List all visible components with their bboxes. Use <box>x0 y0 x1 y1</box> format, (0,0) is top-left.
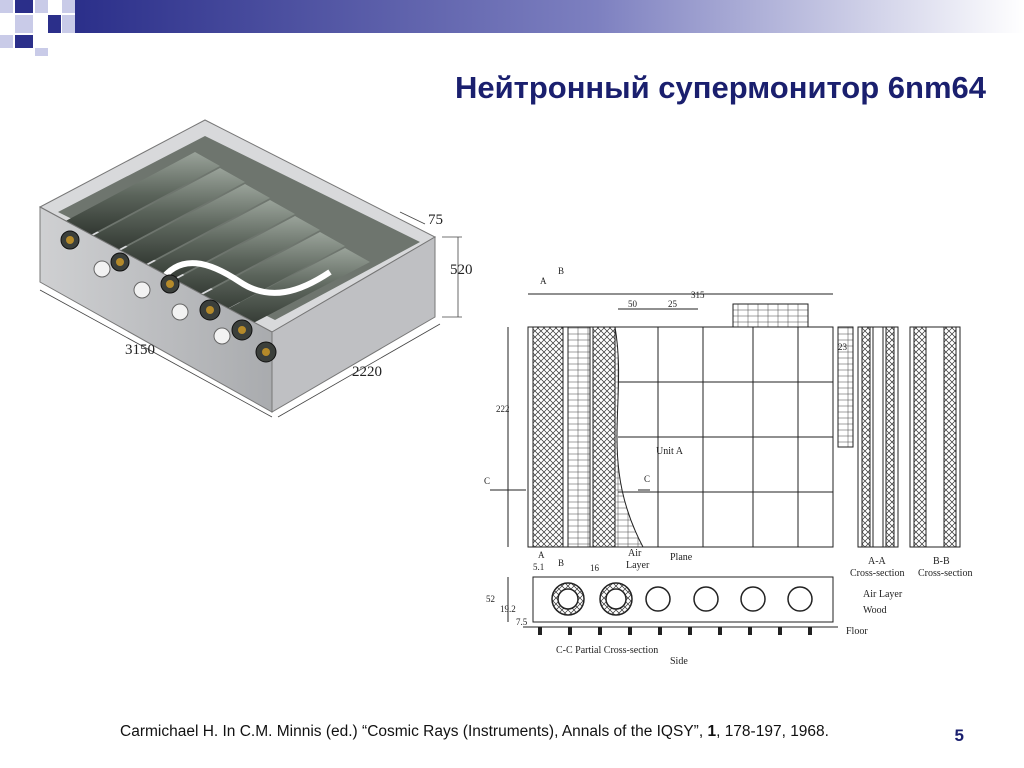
floor-supports <box>538 627 812 635</box>
dim-height-label: 520 <box>450 262 473 278</box>
label-cc-section: C-C Partial Cross-section <box>556 645 659 656</box>
label-b-bottom: B <box>558 558 565 568</box>
dim-7-5: 7.5 <box>516 617 528 627</box>
decor-square <box>0 35 13 48</box>
label-aa-2: Cross-section <box>850 568 905 579</box>
dim-23: 23 <box>838 342 847 352</box>
decor-square <box>15 35 33 48</box>
dim-16: 16 <box>590 563 599 573</box>
label-wood: Wood <box>863 605 887 616</box>
dim-50: 50 <box>628 299 637 309</box>
label-bb-2: Cross-section <box>918 568 973 579</box>
label-side: Side <box>670 656 688 667</box>
label-plane: Plane <box>670 552 693 563</box>
slide-title: Нейтронный супермонитор 6nm64 <box>454 70 986 105</box>
dim-25: 25 <box>668 299 677 309</box>
label-air-2: Layer <box>626 560 650 571</box>
label-floor: Floor <box>846 626 868 637</box>
decor-square <box>35 0 48 13</box>
dim-5-1: 5.1 <box>533 562 545 572</box>
label-c-left: C <box>484 476 491 486</box>
decor-square <box>62 0 75 13</box>
dim-19-2: 19.2 <box>500 604 516 614</box>
dim-width-label: 2220 <box>352 364 382 380</box>
dim-length-label: 3150 <box>125 342 155 358</box>
citation <box>120 723 829 741</box>
label-a-bottom: A <box>538 550 545 560</box>
label-c-right: C <box>644 474 651 484</box>
label-air-1: Air <box>628 548 642 559</box>
label-unit-a: Unit A <box>656 446 683 457</box>
side-view-tubes <box>552 583 812 615</box>
citation-prefix: Carmichael H. In C.M. Minnis (ed.) “Cosmic Rays (Instruments), Annals of the IQSY”, <box>120 723 708 740</box>
label-air-layer-side: Air Layer <box>863 589 903 600</box>
citation-volume: 1 <box>707 723 717 740</box>
label-bb-1: B-B <box>933 556 950 567</box>
dim-315: 315 <box>691 290 705 300</box>
page-number: 5 <box>954 726 964 745</box>
dim-wall-label: 75 <box>428 212 443 228</box>
citation-suffix: , 178-197, 1968. <box>716 723 829 740</box>
label-b-top: B <box>558 266 565 276</box>
decor-square <box>15 0 33 13</box>
dim-52: 52 <box>486 594 495 604</box>
title-gradient-bar <box>0 0 1024 56</box>
technical-drawing <box>478 262 998 672</box>
detector-isometric-illustration <box>30 112 480 432</box>
label-aa-1: A-A <box>868 556 886 567</box>
decor-square <box>62 15 75 33</box>
decor-square <box>15 15 33 33</box>
dim-222: 222 <box>496 404 510 414</box>
decor-square <box>48 15 61 33</box>
label-a-top: A <box>540 276 547 286</box>
decor-square <box>35 48 48 56</box>
decor-square <box>0 0 13 13</box>
